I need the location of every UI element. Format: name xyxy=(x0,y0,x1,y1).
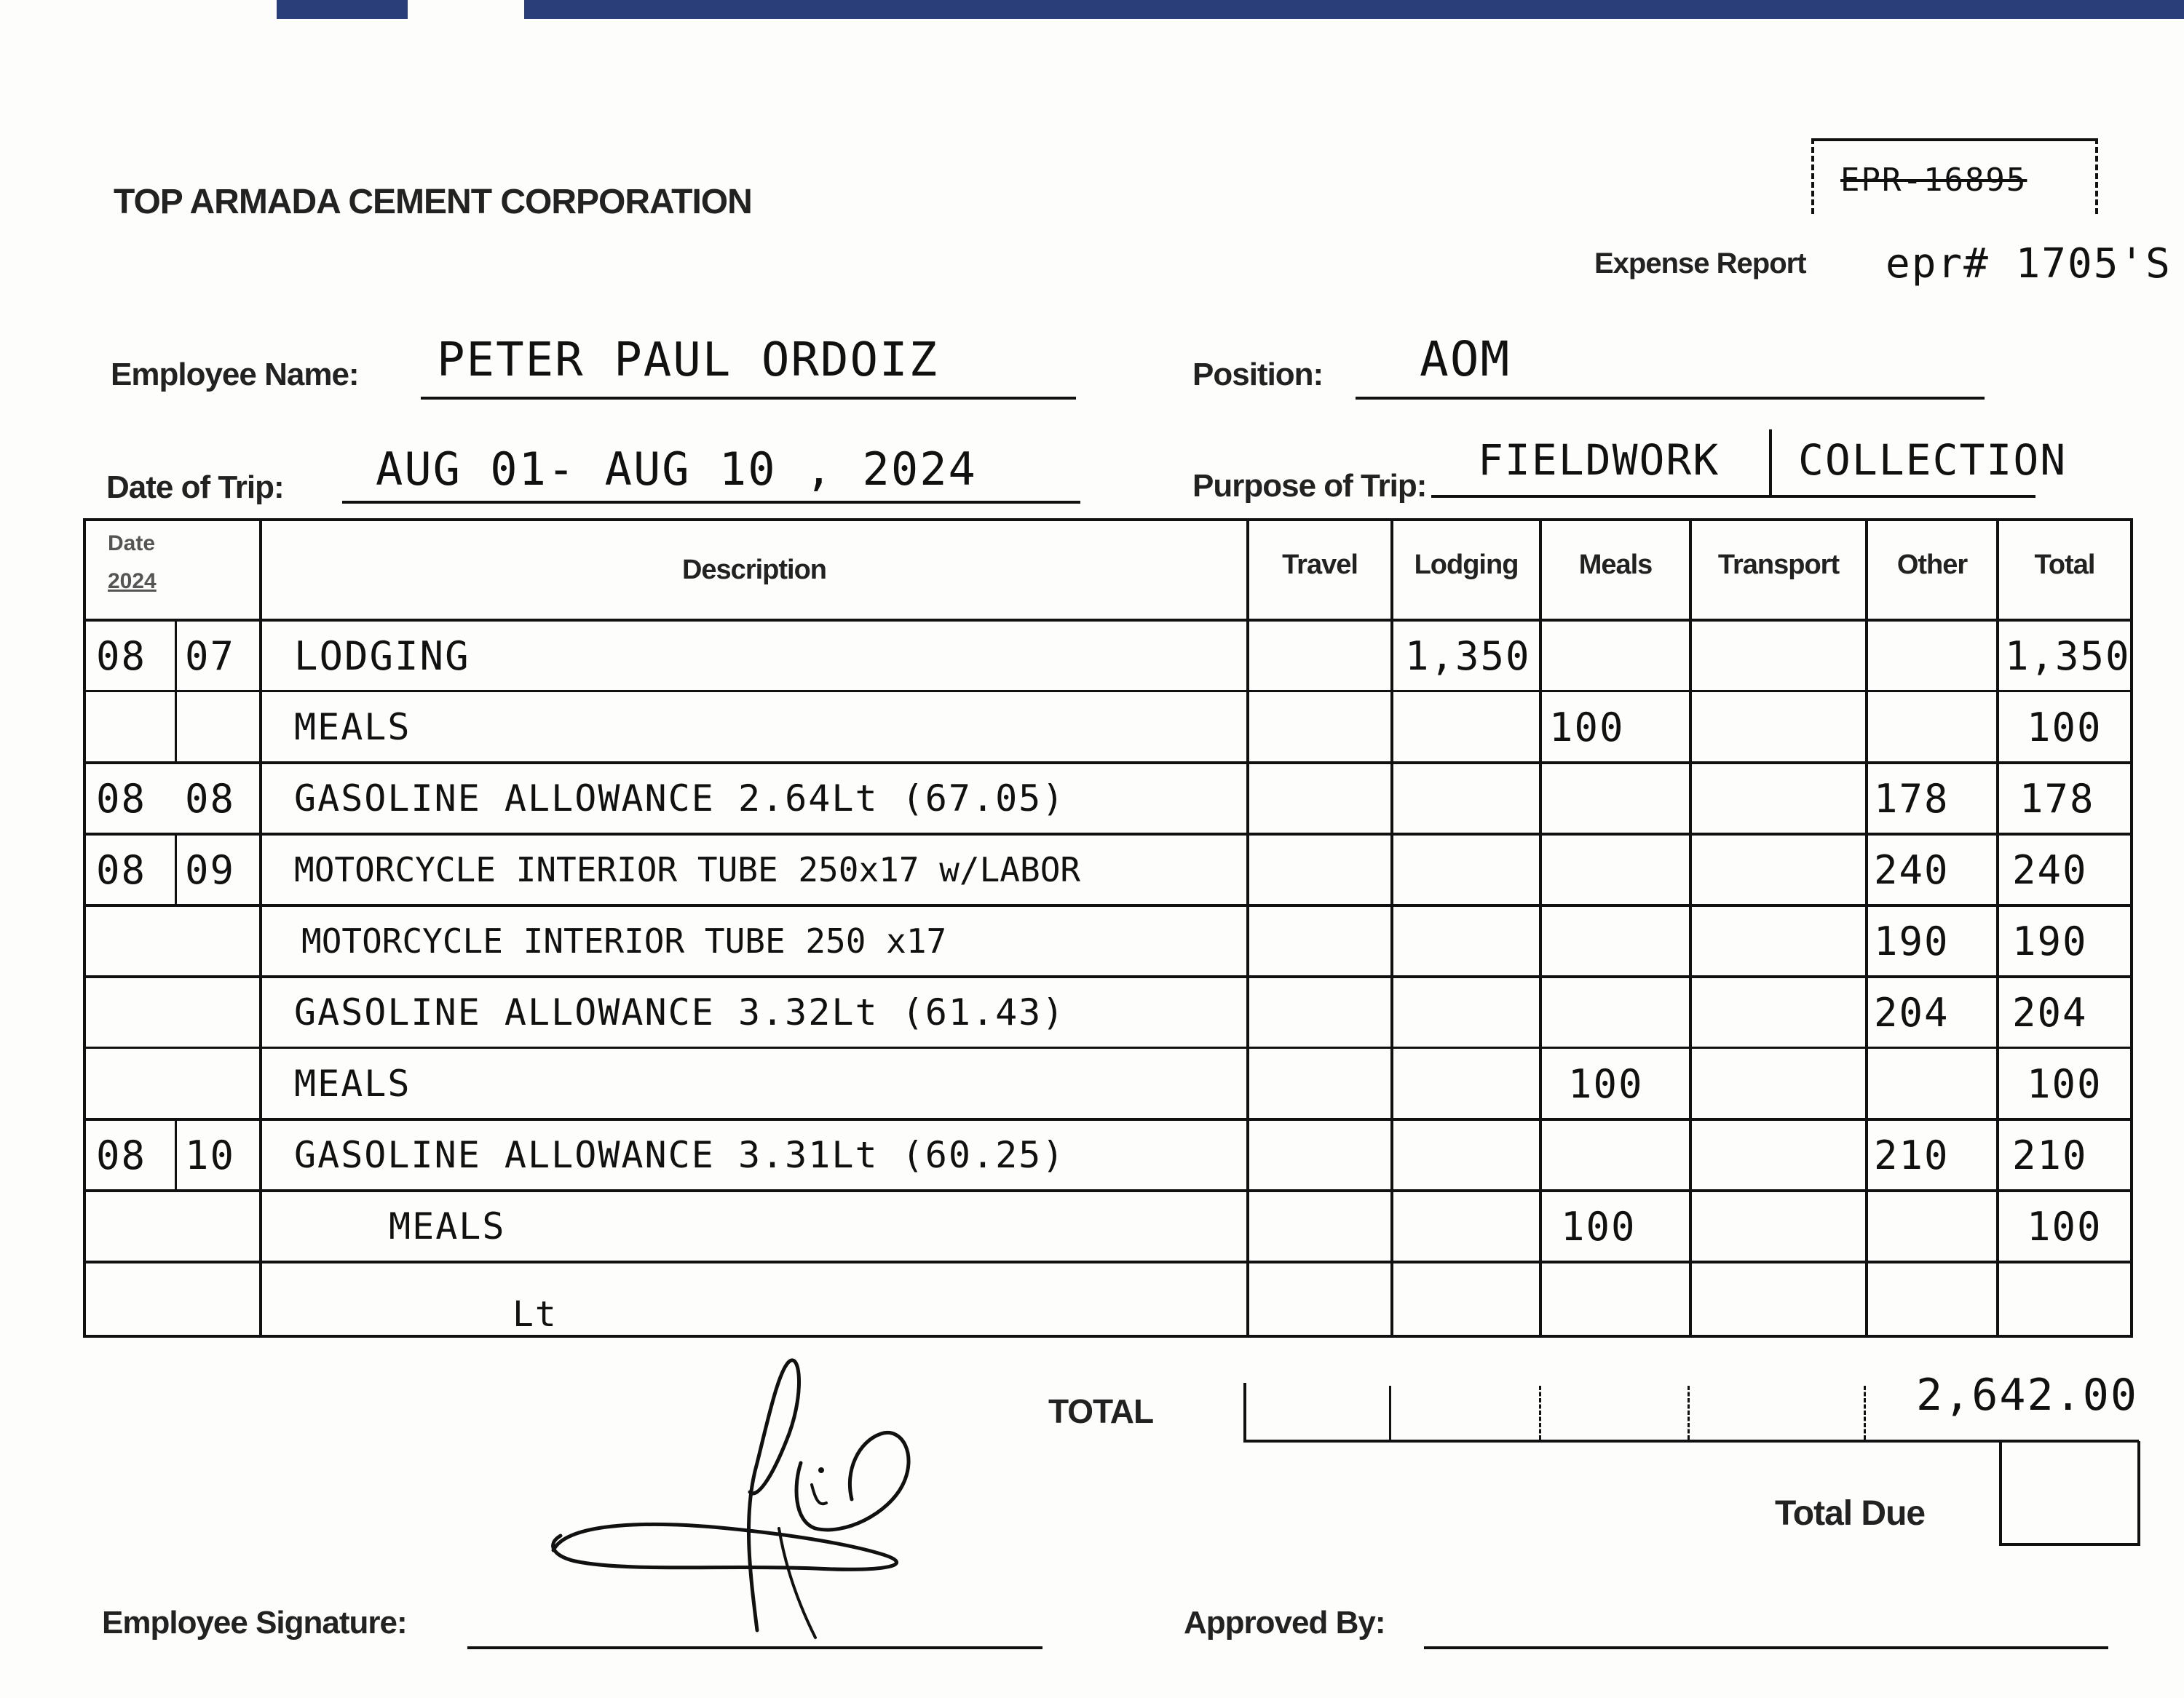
signature-drawing xyxy=(539,1354,1005,1645)
position-label: Position: xyxy=(1192,357,1324,392)
purpose-label: Purpose of Trip: xyxy=(1192,468,1427,504)
table-row xyxy=(83,836,2133,904)
employee-name-value[interactable]: PETER PAUL ORDOIZ xyxy=(437,333,939,387)
row-other[interactable]: 210 xyxy=(1874,1132,1950,1178)
row-description[interactable]: GASOLINE ALLOWANCE 3.32Lt (61.43) xyxy=(294,991,1066,1034)
date-of-trip-value[interactable]: AUG 01- AUG 10 , 2024 xyxy=(376,443,977,496)
row-day[interactable]: 09 xyxy=(185,846,236,893)
position-value[interactable]: AOM xyxy=(1420,331,1511,387)
employee-signature-label: Employee Signature: xyxy=(102,1605,407,1641)
row-total[interactable]: 190 xyxy=(2012,918,2088,964)
row-description[interactable]: GASOLINE ALLOWANCE 2.64Lt (67.05) xyxy=(294,777,1066,820)
row-description[interactable]: MOTORCYCLE INTERIOR TUBE 250x17 w/LABOR xyxy=(294,850,1081,889)
table-row xyxy=(83,1192,2133,1261)
row-end-mark: Lt xyxy=(513,1294,558,1335)
total-due-label: Total Due xyxy=(1775,1494,1926,1533)
table-rule xyxy=(83,1335,2133,1338)
row-other[interactable]: 240 xyxy=(1874,846,1950,893)
expense-table xyxy=(83,518,2133,1339)
table-row xyxy=(83,1263,2133,1335)
row-month[interactable]: 08 xyxy=(96,632,147,679)
row-day[interactable]: 08 xyxy=(185,775,236,822)
row-total[interactable]: 1,350 xyxy=(2005,632,2131,679)
row-total[interactable]: 210 xyxy=(2012,1132,2088,1178)
row-lodging[interactable]: 1,350 xyxy=(1405,632,1531,679)
total-col-rule xyxy=(1539,1386,1541,1440)
header-meals: Meals xyxy=(1578,549,1653,580)
total-label: TOTAL xyxy=(1048,1392,1154,1430)
row-total[interactable]: 100 xyxy=(2027,1060,2102,1107)
row-total[interactable]: 178 xyxy=(2019,775,2095,822)
edge-segment xyxy=(277,0,408,19)
row-other[interactable]: 178 xyxy=(1874,775,1950,822)
row-total[interactable]: 100 xyxy=(2027,1203,2102,1250)
table-row xyxy=(83,1050,2133,1118)
total-due-box[interactable] xyxy=(1999,1441,2140,1546)
row-month[interactable]: 08 xyxy=(96,775,147,822)
total-col-rule xyxy=(1688,1386,1690,1440)
row-day[interactable]: 07 xyxy=(185,632,236,679)
expense-report-label: Expense Report xyxy=(1594,247,1806,279)
table-rule xyxy=(83,690,2133,692)
header-transport: Transport xyxy=(1717,549,1840,580)
row-meals[interactable]: 100 xyxy=(1549,704,1625,750)
row-description[interactable]: MEALS xyxy=(294,706,411,748)
position-underline xyxy=(1356,397,1985,400)
table-row xyxy=(83,693,2133,761)
row-description[interactable]: MEALS xyxy=(389,1205,506,1247)
table-rule xyxy=(83,1047,2133,1049)
header-lodging: Lodging xyxy=(1414,549,1519,580)
header-year: 2024 xyxy=(108,569,157,593)
purpose-value-1[interactable]: FIELDWORK xyxy=(1478,435,1720,485)
employee-signature-line[interactable] xyxy=(467,1646,1042,1649)
total-value[interactable]: 2,642.00 xyxy=(1916,1370,2138,1421)
table-row xyxy=(83,1121,2133,1189)
row-other[interactable]: 204 xyxy=(1874,989,1950,1036)
row-other[interactable]: 190 xyxy=(1874,918,1950,964)
header-date: Date xyxy=(108,531,156,555)
edge-segment xyxy=(524,0,2184,19)
header-travel: Travel xyxy=(1282,549,1358,580)
total-col-rule xyxy=(1864,1386,1866,1440)
date-of-trip-underline xyxy=(342,501,1080,504)
row-description[interactable]: LODGING xyxy=(294,632,470,679)
reference-code-struck: EPR-16895 xyxy=(1840,162,2027,199)
table-row xyxy=(83,622,2133,690)
expense-report-code: epr# 1705'S xyxy=(1886,240,2172,287)
company-name: TOP ARMADA CEMENT CORPORATION xyxy=(114,183,752,221)
row-total[interactable]: 100 xyxy=(2027,704,2102,750)
approved-by-label: Approved By: xyxy=(1184,1605,1385,1641)
row-month[interactable]: 08 xyxy=(96,846,147,893)
top-edge-strip xyxy=(0,0,2184,19)
row-description[interactable]: MEALS xyxy=(294,1063,411,1105)
header-total: Total xyxy=(2034,549,2095,580)
table-row xyxy=(83,907,2133,975)
row-meals[interactable]: 100 xyxy=(1568,1060,1644,1107)
employee-name-label: Employee Name: xyxy=(111,357,359,392)
row-total[interactable]: 204 xyxy=(2012,989,2088,1036)
row-description[interactable]: GASOLINE ALLOWANCE 3.31Lt (60.25) xyxy=(294,1134,1066,1176)
total-col-rule xyxy=(1389,1386,1391,1440)
row-description[interactable]: MOTORCYCLE INTERIOR TUBE 250 x17 xyxy=(301,921,947,961)
row-day[interactable]: 10 xyxy=(185,1132,236,1178)
purpose-divider xyxy=(1769,429,1772,496)
purpose-underline xyxy=(1431,495,2035,498)
table-row xyxy=(83,978,2133,1047)
table-row xyxy=(83,764,2133,833)
approved-by-line[interactable] xyxy=(1424,1646,2108,1649)
employee-name-underline xyxy=(421,397,1076,400)
header-description: Description xyxy=(681,554,827,585)
header-other: Other xyxy=(1896,549,1968,580)
row-meals[interactable]: 100 xyxy=(1561,1203,1637,1250)
row-total[interactable]: 240 xyxy=(2012,846,2088,893)
purpose-value-2[interactable]: COLLECTION xyxy=(1798,435,2068,485)
date-of-trip-label: Date of Trip: xyxy=(106,469,284,505)
row-month[interactable]: 08 xyxy=(96,1132,147,1178)
